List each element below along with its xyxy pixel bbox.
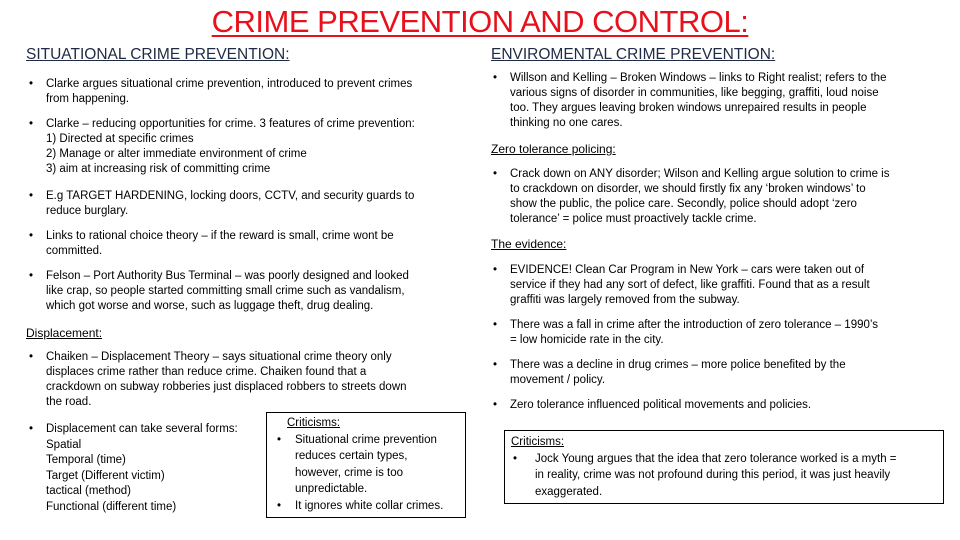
forms-line: Functional (different time) bbox=[46, 500, 177, 513]
displacement-forms bbox=[26, 422, 266, 515]
criticism-item bbox=[271, 432, 459, 498]
bullet-dot: • bbox=[277, 499, 282, 512]
left-bullet-4 bbox=[26, 229, 476, 259]
criticism-line: Jock Young argues that the idea that zero tolerance worked is a myth = bbox=[535, 452, 897, 465]
environmental-heading: ENVIROMENTAL CRIME PREVENTION: bbox=[491, 46, 776, 63]
bullet-dot: • bbox=[29, 230, 34, 242]
bullet-line: Felson – Port Authority Bus Terminal – was poorly designed and looked bbox=[46, 270, 409, 282]
zero-tolerance-heading: Zero tolerance policing: bbox=[491, 142, 616, 156]
forms-line: Displacement can take several forms: bbox=[46, 423, 238, 435]
bullet-line: Willson and Kelling – Broken Windows – links to Right realist; refers to the bbox=[510, 72, 887, 84]
left-bullet-5 bbox=[26, 269, 476, 314]
bullet-dot: • bbox=[513, 452, 518, 465]
bullet-dot: • bbox=[493, 168, 498, 180]
criticism-item bbox=[271, 498, 459, 515]
right-bullet-evidence-3 bbox=[490, 358, 940, 388]
criticism-line: however, crime is too bbox=[295, 466, 404, 479]
criticism-line: exaggerated. bbox=[535, 485, 603, 498]
left-bullet-1 bbox=[26, 77, 476, 107]
bullet-dot: • bbox=[493, 399, 498, 411]
bullet-line: committed. bbox=[46, 245, 103, 257]
criticism-line: unpredictable. bbox=[295, 483, 368, 495]
forms-line: Target (Different victim) bbox=[46, 469, 165, 482]
criticism-line: Situational crime prevention bbox=[295, 433, 437, 446]
left-bullet-displacement bbox=[26, 350, 476, 410]
bullet-dot: • bbox=[493, 359, 498, 371]
criticism-line: It ignores white collar crimes. bbox=[295, 499, 444, 512]
forms-line: tactical (method) bbox=[46, 485, 132, 497]
bullet-dot: • bbox=[277, 433, 282, 446]
bullet-line: which got worse and worse, such as luggage theft, drug dealing. bbox=[46, 300, 374, 312]
criticisms-title: Criticisms: bbox=[511, 436, 565, 448]
bullet-line: Crack down on ANY disorder; Wilson and Kelling argue solution to crime is bbox=[510, 168, 890, 180]
criticisms-title: Criticisms: bbox=[287, 417, 341, 429]
displacement-heading: Displacement: bbox=[26, 326, 103, 340]
bullet-line: thinking no one cares. bbox=[510, 117, 623, 129]
bullet-line: reduce burglary. bbox=[46, 205, 129, 217]
bullet-dot: • bbox=[29, 423, 34, 435]
situational-heading: SITUATIONAL CRIME PREVENTION: bbox=[26, 46, 290, 63]
forms-line: Spatial bbox=[46, 438, 82, 451]
bullet-line: show the public, the police care. Secondly, police should adopt ‘zero bbox=[510, 198, 857, 210]
bullet-line: like crap, so people started committing small crime such as vandalism, bbox=[46, 285, 405, 297]
right-bullet-evidence-4 bbox=[490, 398, 940, 413]
bullet-line: the road. bbox=[46, 396, 92, 408]
right-criticisms-box bbox=[504, 430, 944, 504]
bullet-line: 1) Directed at specific crimes bbox=[46, 133, 194, 145]
bullet-dot: • bbox=[29, 190, 34, 202]
right-bullet-evidence-1 bbox=[490, 263, 940, 308]
bullet-line: 3) aim at increasing risk of committing crime bbox=[46, 163, 271, 175]
right-bullet-evidence-2 bbox=[490, 318, 940, 348]
left-bullet-3 bbox=[26, 189, 476, 219]
bullet-dot: • bbox=[493, 264, 498, 276]
forms-line: Temporal (time) bbox=[46, 454, 126, 466]
bullet-line: too. They argues leaving broken windows unrepaired results in people bbox=[510, 102, 867, 114]
bullet-dot: • bbox=[29, 78, 34, 90]
evidence-heading: The evidence: bbox=[491, 237, 567, 251]
bullet-line: Links to rational choice theory – if the reward is small, crime wont be bbox=[46, 230, 394, 242]
bullet-line: displaces crime rather than reduce crime. Chaiken found that a bbox=[46, 366, 367, 378]
right-bullet-zero-tolerance bbox=[490, 167, 940, 227]
bullet-dot: • bbox=[29, 118, 34, 130]
bullet-dot: • bbox=[493, 72, 498, 84]
bullet-line: movement / policy. bbox=[510, 374, 606, 386]
bullet-line: There was a decline in drug crimes – more police benefited by the bbox=[510, 359, 846, 371]
bullet-line: tolerance’ = police must proactively tackle crime. bbox=[510, 213, 757, 225]
bullet-line: from happening. bbox=[46, 93, 130, 105]
criticism-item bbox=[509, 451, 939, 501]
bullet-line: There was a fall in crime after the introduction of zero tolerance – 1990’s bbox=[510, 319, 878, 331]
bullet-line: 2) Manage or alter immediate environment of crime bbox=[46, 148, 307, 160]
bullet-line: E.g TARGET HARDENING, locking doors, CCTV, and security guards to bbox=[46, 190, 415, 202]
criticism-line: reduces certain types, bbox=[295, 450, 408, 462]
bullet-line: EVIDENCE! Clean Car Program in New York – cars were taken out of bbox=[510, 264, 865, 276]
bullet-line: graffiti was largely removed from the subway. bbox=[510, 294, 740, 306]
bullet-line: service if they had any sort of defect, like graffiti. Found that as a result bbox=[510, 279, 870, 291]
bullet-dot: • bbox=[29, 270, 34, 282]
bullet-dot: • bbox=[493, 319, 498, 331]
bullet-line: = low homicide rate in the city. bbox=[510, 334, 664, 346]
left-bullet-2 bbox=[26, 117, 476, 177]
bullet-line: Clarke argues situational crime prevention, introduced to prevent crimes bbox=[46, 78, 413, 90]
bullet-line: Clarke – reducing opportunities for crime. 3 features of crime prevention: bbox=[46, 118, 415, 130]
right-bullet-broken-windows bbox=[490, 71, 940, 131]
page-title: CRIME PREVENTION AND CONTROL: bbox=[211, 4, 749, 39]
bullet-line: various signs of disorder in communities, like begging, graffiti, loud noise bbox=[510, 87, 879, 99]
criticism-line: in reality, crime was not profound during this period, it was just heavily bbox=[535, 469, 891, 481]
bullet-line: Zero tolerance influenced political movements and policies. bbox=[510, 399, 812, 411]
bullet-dot: • bbox=[29, 351, 34, 363]
bullet-line: Chaiken – Displacement Theory – says situational crime theory only bbox=[46, 351, 392, 363]
bullet-line: crackdown on subway robberies just displaced robbers to streets down bbox=[46, 381, 407, 393]
bullet-line: to crackdown on disorder, we should firstly fix any ‘broken windows’ to bbox=[510, 183, 866, 195]
left-criticisms-box bbox=[266, 412, 466, 518]
